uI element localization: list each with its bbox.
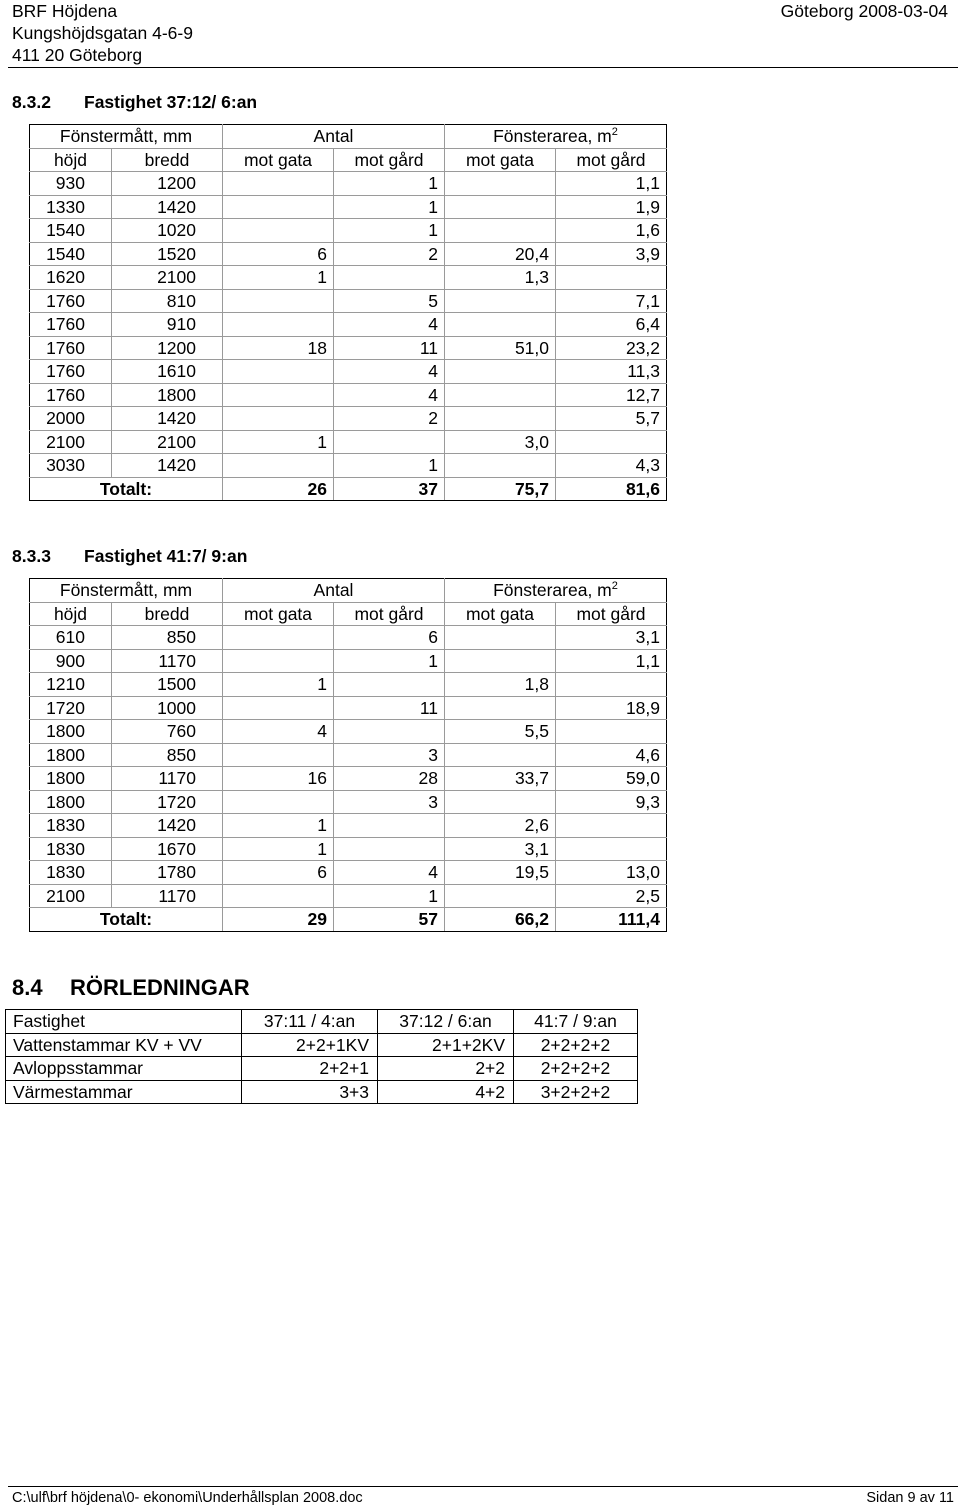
pipes-cell: 4+2 xyxy=(378,1080,514,1104)
header-city: 411 20 Göteborg xyxy=(12,45,143,65)
table-row xyxy=(30,313,667,337)
pipes-column-header: 37:11 / 4:an xyxy=(242,1010,378,1034)
table-row xyxy=(30,626,667,650)
table-cell: 1830 xyxy=(30,814,112,838)
table-cell: 760 xyxy=(112,720,223,744)
table-cell: 1500 xyxy=(112,673,223,697)
table-total-row xyxy=(30,908,667,932)
table-cell: 1760 xyxy=(30,360,112,384)
table-cell: 1 xyxy=(334,172,445,196)
table-cell: 6 xyxy=(223,861,334,885)
table-cell: 1830 xyxy=(30,861,112,885)
table-cell xyxy=(445,649,556,673)
table-cell xyxy=(223,649,334,673)
table-cell xyxy=(223,790,334,814)
table-cell: 11 xyxy=(334,336,445,360)
table-cell xyxy=(445,195,556,219)
table-cell xyxy=(445,383,556,407)
table-cell: 1170 xyxy=(112,767,223,791)
table-cell: 1670 xyxy=(112,837,223,861)
table-cell: 1420 xyxy=(112,454,223,478)
table-cell xyxy=(445,172,556,196)
table-subheader-row xyxy=(30,602,667,626)
table-cell: 1 xyxy=(334,884,445,908)
page-header xyxy=(12,0,948,66)
table-cell: 1,1 xyxy=(556,172,667,196)
col-group-dims: Fönstermått, mm xyxy=(30,125,223,149)
col-group-area xyxy=(445,125,667,149)
table-cell: 6,4 xyxy=(556,313,667,337)
table-subheader-row xyxy=(30,148,667,172)
table-cell: 1800 xyxy=(112,383,223,407)
table-cell xyxy=(223,407,334,431)
table-row xyxy=(30,720,667,744)
table-cell: 3030 xyxy=(30,454,112,478)
table-cell: 3,1 xyxy=(556,626,667,650)
pipes-row-label: Avloppsstammar xyxy=(6,1057,242,1081)
table-cell: 2000 xyxy=(30,407,112,431)
table-cell: 6 xyxy=(334,626,445,650)
table-cell xyxy=(556,837,667,861)
table-cell: 16 xyxy=(223,767,334,791)
total-cell: 75,7 xyxy=(445,477,556,501)
table-row xyxy=(30,884,667,908)
table-cell: 12,7 xyxy=(556,383,667,407)
table-cell: 18,9 xyxy=(556,696,667,720)
table-cell: 1,6 xyxy=(556,219,667,243)
table-cell: 20,4 xyxy=(445,242,556,266)
table-cell: 59,0 xyxy=(556,767,667,791)
total-cell: 66,2 xyxy=(445,908,556,932)
pipes-cell: 2+2 xyxy=(378,1057,514,1081)
table-cell xyxy=(223,219,334,243)
table-row xyxy=(30,454,667,478)
table-cell: 1200 xyxy=(112,172,223,196)
table-row xyxy=(30,242,667,266)
table-body xyxy=(30,172,667,478)
table-cell: 1420 xyxy=(112,195,223,219)
table-cell: 4,6 xyxy=(556,743,667,767)
col-group-dims: Fönstermått, mm xyxy=(30,579,223,603)
col-group-count: Antal xyxy=(223,125,445,149)
table-cell: 6 xyxy=(223,242,334,266)
column-header: bredd xyxy=(112,148,223,172)
table-cell xyxy=(223,743,334,767)
table-cell: 1520 xyxy=(112,242,223,266)
table-row xyxy=(30,219,667,243)
table-cell: 610 xyxy=(30,626,112,650)
pipes-cell: 2+2+1KV xyxy=(242,1033,378,1057)
table-cell xyxy=(223,884,334,908)
column-header: mot gård xyxy=(334,148,445,172)
header-org: BRF Höjdena xyxy=(12,1,118,21)
column-header: mot gata xyxy=(445,602,556,626)
table-cell: 3 xyxy=(334,790,445,814)
table-cell xyxy=(223,313,334,337)
table-cell: 2 xyxy=(334,407,445,431)
table-cell: 1 xyxy=(223,814,334,838)
table-cell: 5,7 xyxy=(556,407,667,431)
table-cell xyxy=(334,430,445,454)
windows-table-833 xyxy=(29,578,667,932)
area-unit-sup: 2 xyxy=(611,580,618,593)
table-cell: 1 xyxy=(223,266,334,290)
pipes-column-header: 37:12 / 6:an xyxy=(378,1010,514,1034)
total-cell: 29 xyxy=(223,908,334,932)
total-cell: 26 xyxy=(223,477,334,501)
table-cell xyxy=(556,673,667,697)
table-cell xyxy=(223,195,334,219)
pipes-row xyxy=(6,1057,638,1081)
table-row xyxy=(30,336,667,360)
table-cell: 3 xyxy=(334,743,445,767)
table-cell: 11 xyxy=(334,696,445,720)
header-street: Kungshöjdsgatan 4-6-9 xyxy=(12,23,193,43)
table-cell: 1830 xyxy=(30,837,112,861)
area-label: Fönsterarea, m xyxy=(493,126,612,147)
table-cell: 3,1 xyxy=(445,837,556,861)
table-cell: 13,0 xyxy=(556,861,667,885)
column-header: höjd xyxy=(30,148,112,172)
table-cell: 9,3 xyxy=(556,790,667,814)
table-cell: 1,3 xyxy=(445,266,556,290)
section-832-heading xyxy=(12,92,257,113)
table-cell: 51,0 xyxy=(445,336,556,360)
table-row xyxy=(30,289,667,313)
total-cell: 57 xyxy=(334,908,445,932)
pipes-row-label: Vattenstammar KV + VV xyxy=(6,1033,242,1057)
pipes-cell: 3+2+2+2 xyxy=(514,1080,638,1104)
table-cell xyxy=(223,454,334,478)
table-cell: 1 xyxy=(334,649,445,673)
table-cell xyxy=(556,266,667,290)
footer-page-number: Sidan 9 av 11 xyxy=(866,1490,954,1506)
table-row xyxy=(30,407,667,431)
table-row xyxy=(30,790,667,814)
table-cell xyxy=(223,696,334,720)
table-cell: 1420 xyxy=(112,407,223,431)
table-cell: 3,0 xyxy=(445,430,556,454)
pipes-cell: 2+2+1 xyxy=(242,1057,378,1081)
table-cell: 1760 xyxy=(30,336,112,360)
table-cell: 930 xyxy=(30,172,112,196)
section-833-number: 8.3.3 xyxy=(12,546,51,566)
table-cell: 28 xyxy=(334,767,445,791)
table-cell xyxy=(445,743,556,767)
table-row xyxy=(30,696,667,720)
table-cell: 1 xyxy=(334,454,445,478)
table-header-row xyxy=(30,579,667,603)
table-cell xyxy=(445,884,556,908)
table-cell: 33,7 xyxy=(445,767,556,791)
table-row xyxy=(30,673,667,697)
pipes-header-row xyxy=(6,1010,638,1034)
table-row xyxy=(30,172,667,196)
section-832-title: Fastighet 37:12/ 6:an xyxy=(84,92,258,112)
table-cell xyxy=(445,696,556,720)
table-cell: 1420 xyxy=(112,814,223,838)
table-cell: 4 xyxy=(223,720,334,744)
table-row xyxy=(30,360,667,384)
table-cell: 4,3 xyxy=(556,454,667,478)
table-cell xyxy=(223,383,334,407)
table-cell xyxy=(445,454,556,478)
table-row xyxy=(30,767,667,791)
pipes-cell: 2+2+2+2 xyxy=(514,1033,638,1057)
table-cell: 1620 xyxy=(30,266,112,290)
table-cell: 18 xyxy=(223,336,334,360)
table-cell: 1210 xyxy=(30,673,112,697)
table-cell xyxy=(223,172,334,196)
table-cell: 1 xyxy=(334,195,445,219)
table-cell: 11,3 xyxy=(556,360,667,384)
table-cell: 3,9 xyxy=(556,242,667,266)
table-cell: 4 xyxy=(334,383,445,407)
table-cell: 2,6 xyxy=(445,814,556,838)
pipes-row xyxy=(6,1080,638,1104)
pipes-cell: 2+1+2KV xyxy=(378,1033,514,1057)
table-cell: 1170 xyxy=(112,884,223,908)
table-cell xyxy=(445,407,556,431)
col-group-count: Antal xyxy=(223,579,445,603)
pipes-table-body xyxy=(6,1010,638,1104)
table-cell xyxy=(445,219,556,243)
table-cell: 4 xyxy=(334,313,445,337)
table-cell: 2100 xyxy=(112,430,223,454)
table-cell xyxy=(445,790,556,814)
table-cell xyxy=(556,430,667,454)
table-cell xyxy=(223,289,334,313)
column-header: mot gård xyxy=(556,602,667,626)
section-84-number: 8.4 xyxy=(12,975,43,1000)
table-cell: 5 xyxy=(334,289,445,313)
table-cell xyxy=(334,814,445,838)
table-cell xyxy=(445,289,556,313)
table-row xyxy=(30,743,667,767)
pipes-table xyxy=(5,1009,638,1104)
table-cell xyxy=(445,313,556,337)
table-cell: 23,2 xyxy=(556,336,667,360)
table-cell: 1800 xyxy=(30,743,112,767)
table-cell: 2,5 xyxy=(556,884,667,908)
table-cell: 1800 xyxy=(30,720,112,744)
section-833-heading xyxy=(12,546,247,567)
table-cell: 5,5 xyxy=(445,720,556,744)
table-row xyxy=(30,266,667,290)
table-cell: 1,1 xyxy=(556,649,667,673)
table-cell xyxy=(445,626,556,650)
table-cell xyxy=(334,720,445,744)
table-cell xyxy=(334,837,445,861)
table-cell: 1200 xyxy=(112,336,223,360)
table-row xyxy=(30,195,667,219)
column-header: mot gata xyxy=(445,148,556,172)
table-row xyxy=(30,649,667,673)
table-cell xyxy=(223,360,334,384)
col-group-area xyxy=(445,579,667,603)
section-84-heading xyxy=(12,975,250,1001)
total-label: Totalt: xyxy=(30,908,223,932)
pipes-cell: 2+2+2+2 xyxy=(514,1057,638,1081)
area-unit-sup: 2 xyxy=(611,126,618,139)
header-place-date: Göteborg 2008-03-04 xyxy=(780,1,948,21)
table-cell: 1780 xyxy=(112,861,223,885)
windows-table-832 xyxy=(29,124,667,501)
table-cell: 2100 xyxy=(112,266,223,290)
table-cell xyxy=(223,626,334,650)
table-cell: 19,5 xyxy=(445,861,556,885)
table-cell: 1800 xyxy=(30,790,112,814)
total-cell: 81,6 xyxy=(556,477,667,501)
table-cell: 1,9 xyxy=(556,195,667,219)
table-cell: 1 xyxy=(223,837,334,861)
table-cell: 850 xyxy=(112,626,223,650)
column-header: bredd xyxy=(112,602,223,626)
table-row xyxy=(30,814,667,838)
table-row xyxy=(30,430,667,454)
table-row xyxy=(30,861,667,885)
table-cell: 7,1 xyxy=(556,289,667,313)
page-footer xyxy=(8,1486,958,1506)
pipes-cell: 3+3 xyxy=(242,1080,378,1104)
pipes-row-label: Värmestammar xyxy=(6,1080,242,1104)
column-header: mot gata xyxy=(223,148,334,172)
table-cell xyxy=(445,360,556,384)
table-cell: 1800 xyxy=(30,767,112,791)
table-cell: 1330 xyxy=(30,195,112,219)
column-header: mot gata xyxy=(223,602,334,626)
table-cell xyxy=(556,814,667,838)
pipes-row xyxy=(6,1033,638,1057)
area-label: Fönsterarea, m xyxy=(493,580,612,601)
table-cell: 1540 xyxy=(30,219,112,243)
table-cell xyxy=(334,266,445,290)
pipes-column-header: Fastighet xyxy=(6,1010,242,1034)
table-cell: 1000 xyxy=(112,696,223,720)
header-divider xyxy=(8,67,958,68)
table-cell xyxy=(556,720,667,744)
table-body xyxy=(30,626,667,908)
table-cell: 1 xyxy=(223,673,334,697)
table-cell: 2100 xyxy=(30,884,112,908)
total-label: Totalt: xyxy=(30,477,223,501)
table-cell: 1720 xyxy=(30,696,112,720)
section-833-title: Fastighet 41:7/ 9:an xyxy=(84,546,248,566)
table-cell: 910 xyxy=(112,313,223,337)
footer-file-path: C:\ulf\brf höjdena\0- ekonomi\Underhållsplan 2008.doc xyxy=(12,1490,363,1506)
column-header: mot gård xyxy=(556,148,667,172)
table-cell: 850 xyxy=(112,743,223,767)
table-cell: 1610 xyxy=(112,360,223,384)
table-cell: 2100 xyxy=(30,430,112,454)
table-cell: 4 xyxy=(334,360,445,384)
table-cell: 1760 xyxy=(30,313,112,337)
table-cell: 1020 xyxy=(112,219,223,243)
table-row xyxy=(30,837,667,861)
table-header-row xyxy=(30,125,667,149)
table-cell: 1760 xyxy=(30,383,112,407)
table-cell: 4 xyxy=(334,861,445,885)
table-cell: 1 xyxy=(334,219,445,243)
table-row xyxy=(30,383,667,407)
column-header: mot gård xyxy=(334,602,445,626)
total-cell: 37 xyxy=(334,477,445,501)
section-832-number: 8.3.2 xyxy=(12,92,51,112)
table-cell: 1 xyxy=(223,430,334,454)
column-header: höjd xyxy=(30,602,112,626)
pipes-column-header: 41:7 / 9:an xyxy=(514,1010,638,1034)
table-total-row xyxy=(30,477,667,501)
table-cell: 2 xyxy=(334,242,445,266)
table-cell: 900 xyxy=(30,649,112,673)
table-cell: 1540 xyxy=(30,242,112,266)
table-cell: 1170 xyxy=(112,649,223,673)
section-84-title: RÖRLEDNINGAR xyxy=(70,975,250,1000)
table-cell xyxy=(334,673,445,697)
table-cell: 810 xyxy=(112,289,223,313)
total-cell: 111,4 xyxy=(556,908,667,932)
table-cell: 1720 xyxy=(112,790,223,814)
table-cell: 1760 xyxy=(30,289,112,313)
table-cell: 1,8 xyxy=(445,673,556,697)
